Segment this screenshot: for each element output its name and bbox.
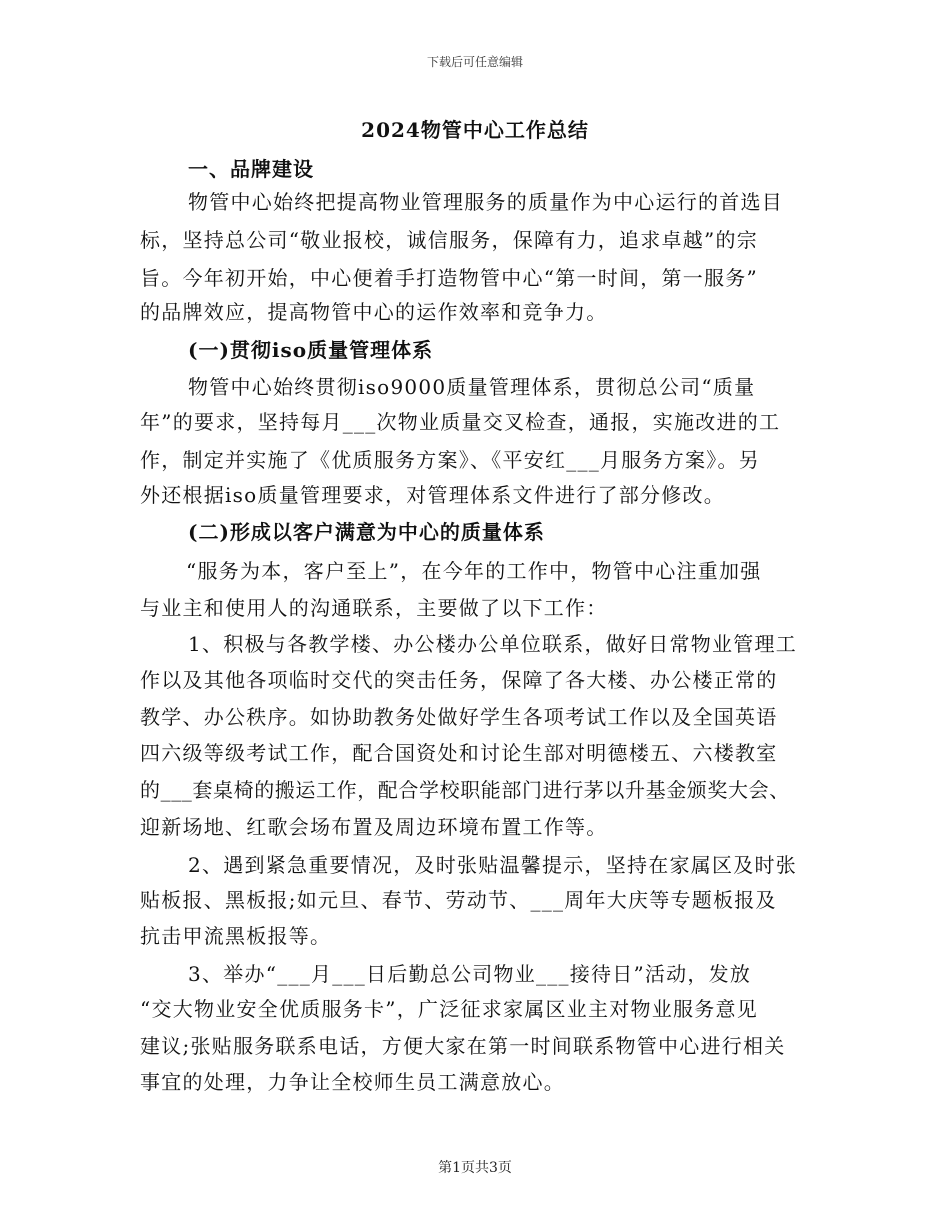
- body-line: 建议;张贴服务联系电话，方便大家在第一时间联系物管中心进行相关: [140, 1034, 786, 1058]
- document-title: 2024物管中心工作总结: [361, 118, 589, 142]
- list-item: 3、举办“___月___日后勤总公司物业___接待日”活动，发放: [188, 962, 752, 986]
- section-heading: 一、品牌建设: [188, 157, 314, 181]
- body-line: 作，制定并实施了《优质服务方案》、《平安红___月服务方案》。另: [140, 448, 760, 472]
- body-line: 年”的要求，坚持每月___次物业质量交叉检查，通报，实施改进的工: [140, 410, 781, 434]
- download-note: 下载后可任意编辑: [426, 55, 523, 69]
- subsection-heading: (二)形成以客户满意为中心的质量体系: [188, 520, 545, 544]
- list-item: 1、积极与各教学楼、办公楼办公单位联系，做好日常物业管理工: [188, 632, 797, 656]
- body-line: 物管中心始终把提高物业管理服务的质量作为中心运行的首选目: [188, 190, 783, 214]
- body-line: 物管中心始终贯彻iso9000质量管理体系，贯彻总公司“质量: [188, 375, 756, 399]
- body-line: 抗击甲流黑板报等。: [140, 924, 332, 948]
- body-line: 外还根据iso质量管理要求，对管理体系文件进行了部分修改。: [140, 483, 725, 507]
- body-line: 迎新场地、红歌会场布置及周边环境布置工作等。: [140, 815, 608, 839]
- body-line: 教学、办公秩序。如协助教务处做好学生各项考试工作以及全国英语: [140, 705, 778, 729]
- body-line: 与业主和使用人的沟通联系，主要做了以下工作：: [140, 596, 608, 620]
- list-item: 2、遇到紧急重要情况，及时张贴温馨提示，坚持在家属区及时张: [188, 853, 797, 877]
- body-line: 作以及其他各项临时交代的突击任务，保障了各大楼、办公楼正常的: [140, 668, 778, 692]
- body-line: 事宜的处理，力争让全校师生员工满意放心。: [140, 1070, 565, 1094]
- body-line: 的品牌效应，提高物管中心的运作效率和竞争力。: [140, 300, 608, 324]
- body-line: 四六级等级考试工作，配合国资处和讨论生部对明德楼五、六楼教室: [140, 741, 778, 765]
- body-line: “服务为本，客户至上”，在今年的工作中，物管中心注重加强: [186, 559, 762, 583]
- body-line: “交大物业安全优质服务卡”，广泛征求家属区业主对物业服务意见: [140, 997, 758, 1021]
- subsection-heading: (一)贯彻iso质量管理体系: [188, 338, 434, 362]
- body-line: 贴板报、黑板报;如元旦、春节、劳动节、___周年大庆等专题板报及: [140, 888, 777, 912]
- body-line: 旨。今年初开始，中心便着手打造物管中心“第一时间，第一服务”: [140, 266, 758, 290]
- body-line: 的___套桌椅的搬运工作，配合学校职能部门进行茅以升基金颁奖大会、: [140, 778, 790, 802]
- page-number: 第1页共3页: [438, 1160, 512, 1176]
- body-line: 标，坚持总公司“敬业报校，诚信服务，保障有力，追求卓越”的宗: [140, 228, 758, 252]
